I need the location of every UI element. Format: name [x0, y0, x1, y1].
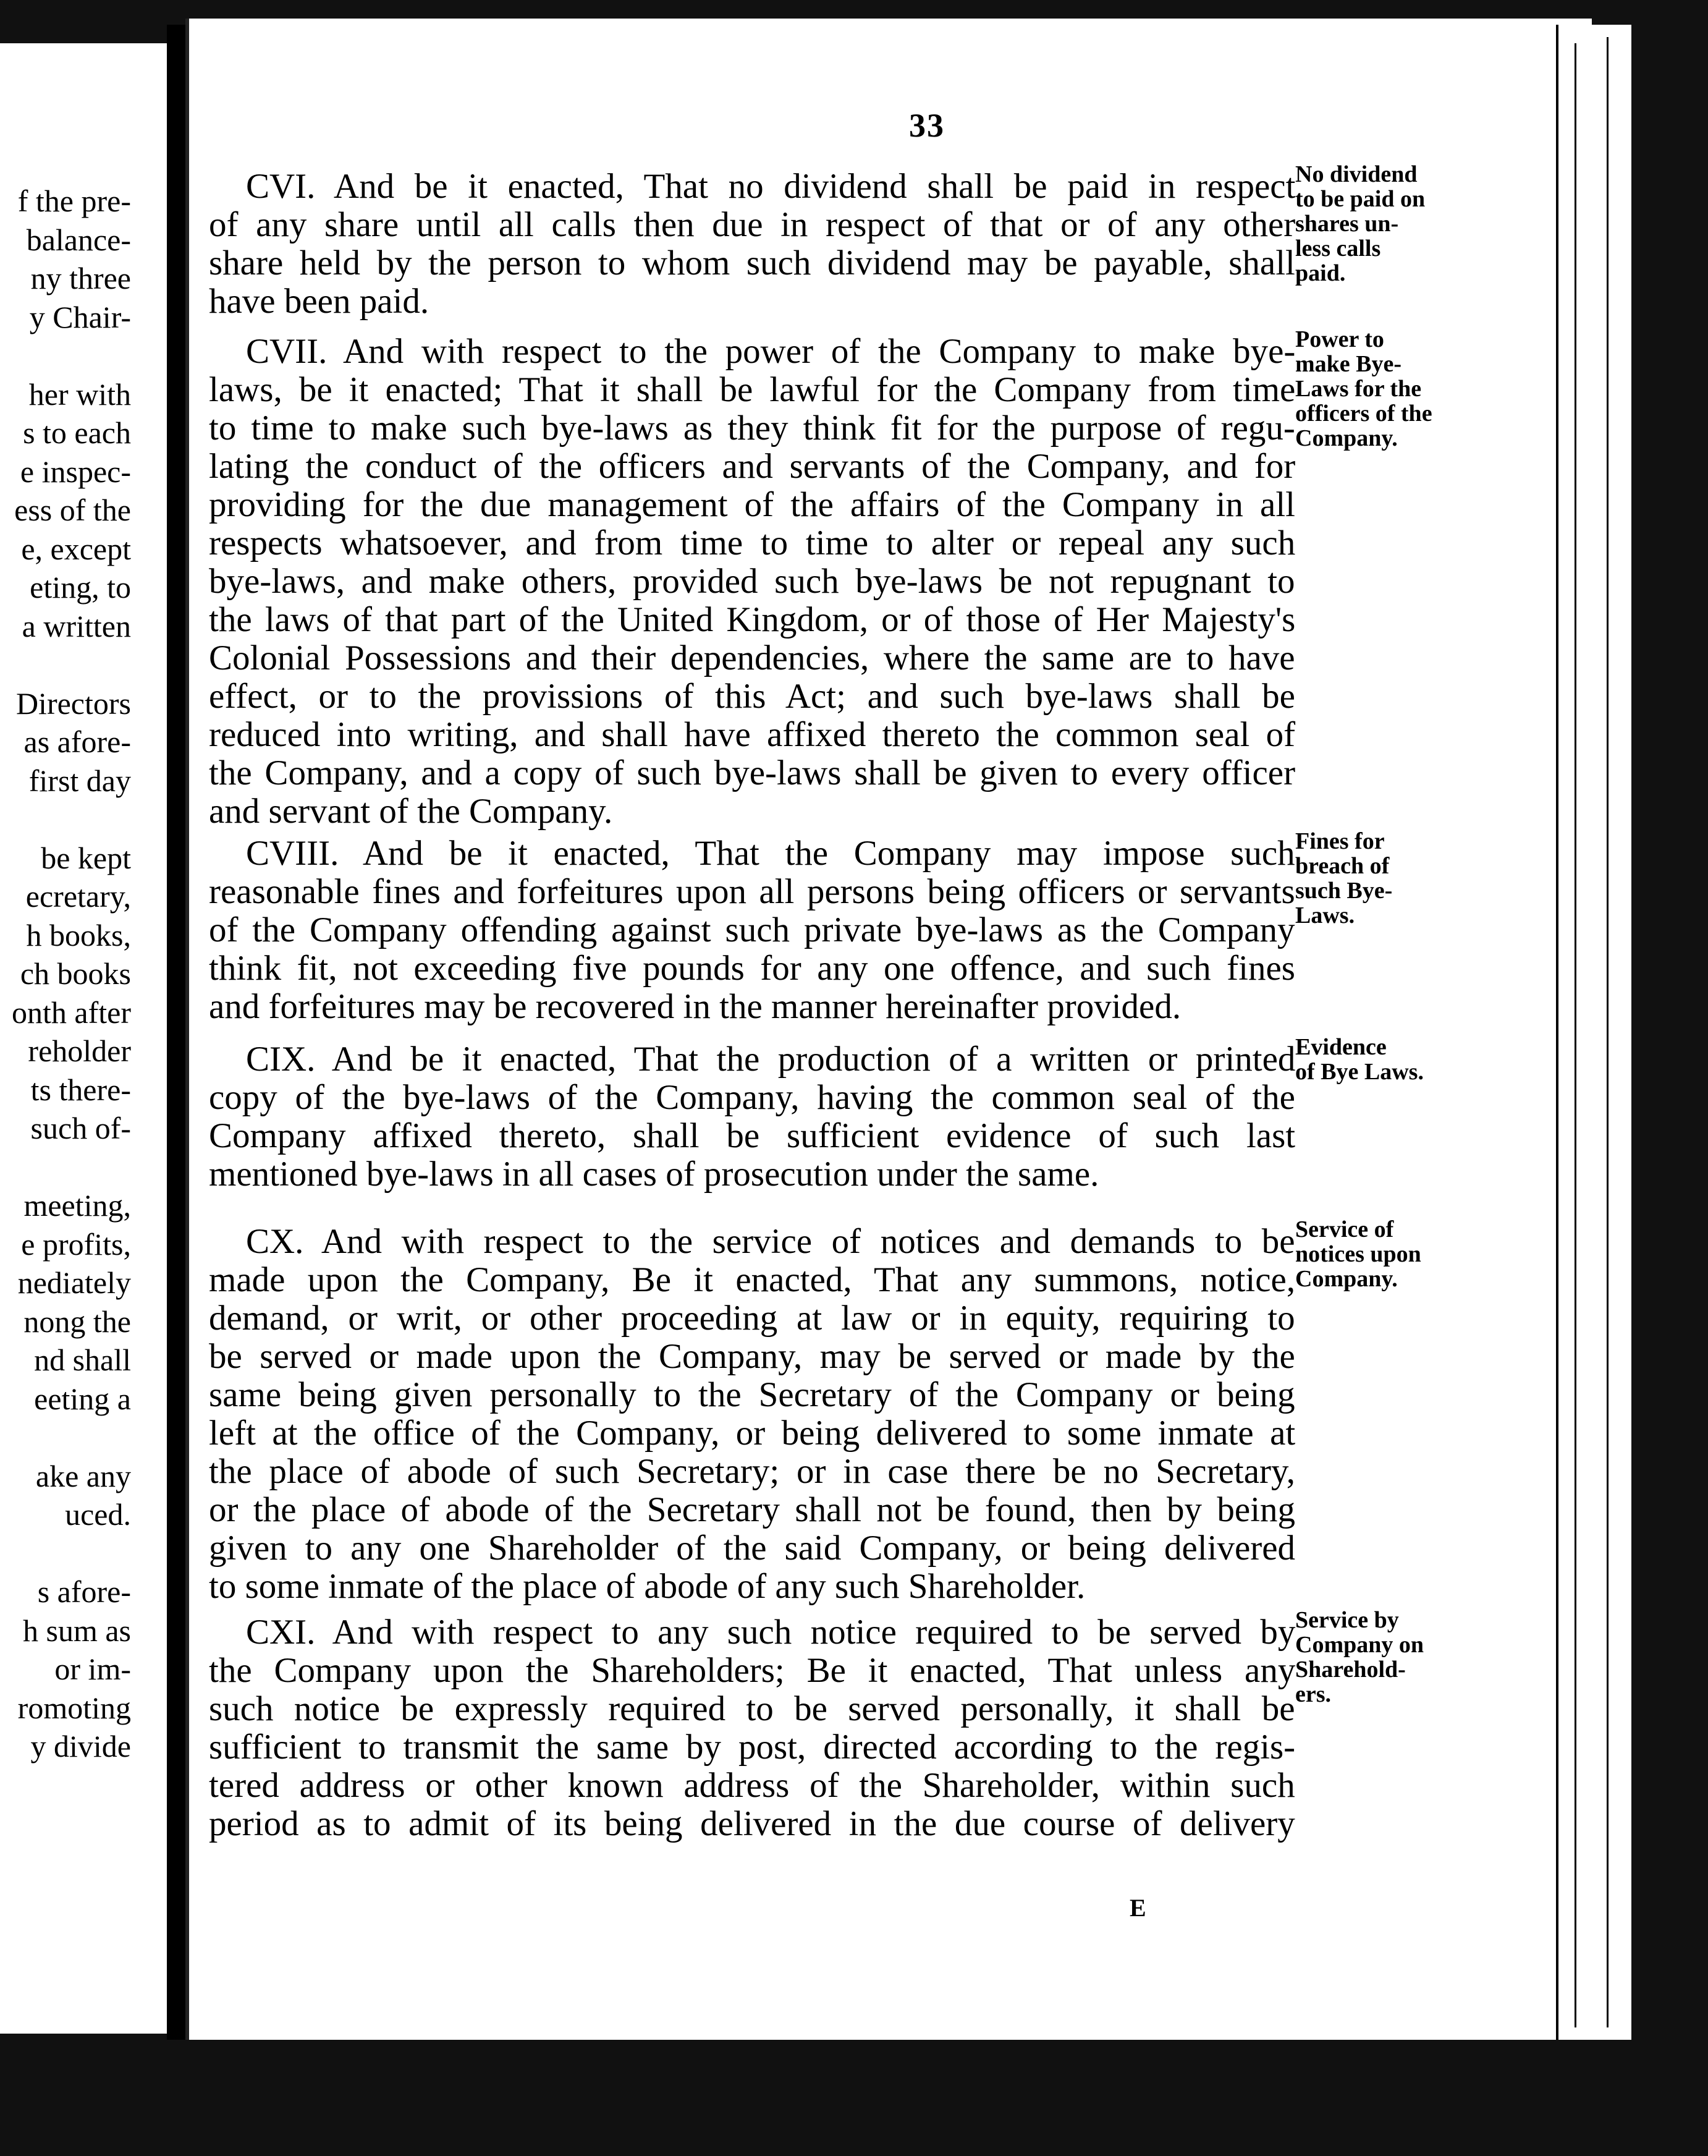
margin-note-line: shares un-: [1295, 211, 1399, 237]
margin-note-line: officers of the: [1295, 401, 1432, 427]
left-page-text-line: e, except: [21, 531, 131, 566]
margin-note-line: notices upon: [1295, 1241, 1421, 1267]
body-text-line: respects whatsoever, and from time to time to alter or repeal any such: [209, 524, 1296, 562]
left-page-text-line: ny three: [30, 261, 131, 295]
left-page-text-line: as afore-: [23, 724, 131, 759]
body-text-line: providing for the due management of the affairs of the Company in all: [209, 485, 1295, 524]
body-text-line: and forfeitures may be recovered in the manner hereinafter provided.: [209, 987, 1182, 1026]
left-page-text-line: ess of the: [14, 493, 131, 527]
margin-note-line: ers.: [1295, 1681, 1332, 1707]
body-text-line: laws, be it enacted; That it shall be lawful for the Company from time: [209, 370, 1296, 409]
left-page-text-line: meeting,: [23, 1188, 131, 1223]
left-page-text-line: s to each: [23, 415, 131, 450]
left-page-text-line: ecretary,: [25, 879, 131, 914]
left-page-text-line: Directors: [15, 685, 131, 721]
left-page-text-line: s afore-: [37, 1574, 131, 1609]
body-text-line: be served or made upon the Company, may be served or made by the: [209, 1337, 1295, 1376]
left-page-text-line: e profits,: [21, 1226, 131, 1262]
left-page-text-line: ake any: [35, 1458, 131, 1493]
signature-mark: E: [1130, 1894, 1146, 1922]
margin-note-line: Service by: [1295, 1607, 1399, 1633]
left-page-text-line: such of-: [30, 1111, 131, 1145]
body-text-line: to time to make such bye-laws as they think fit for the purpose of regu-: [209, 409, 1295, 448]
margin-note-line: Laws for the: [1295, 376, 1422, 402]
body-text-line: effect, or to the provissions of this Act; and such bye-laws shall be: [209, 677, 1295, 716]
body-text-line: of any share until all calls then due in respect of that or of any other: [209, 205, 1296, 244]
margin-note-line: paid.: [1295, 260, 1346, 286]
left-page-text-line: nediately: [17, 1265, 131, 1300]
right-page: [185, 19, 1592, 2040]
body-text-line: demand, or writ, or other proceeding at law or in equity, requiring to: [209, 1299, 1295, 1338]
body-text-line: copy of the bye-laws of the Company, having the common seal of the: [209, 1078, 1295, 1117]
left-page-text-line: romoting: [17, 1690, 131, 1725]
body-text-line: reduced into writing, and shall have affixed thereto the common seal of: [209, 715, 1296, 754]
body-text-line: CVIII. And be it enacted, That the Company may impose such: [246, 834, 1295, 873]
margin-note-line: make Bye-: [1295, 351, 1402, 377]
body-text-line: CVI. And be it enacted, That no dividend shall be paid in respect: [246, 167, 1296, 206]
body-text-line: left at the office of the Company, or being delivered to some inmate at: [209, 1414, 1296, 1453]
body-text-line: the place of abode of such Secretary; or in case there be no Secretary,: [209, 1452, 1296, 1491]
body-text-line: given to any one Shareholder of the said Company, or being delivered: [209, 1529, 1296, 1568]
left-page-text-line: f the pre-: [17, 184, 131, 218]
body-text-line: of the Company offending against such private bye-laws as the Company: [209, 910, 1295, 949]
margin-note-line: Fines for: [1295, 828, 1385, 854]
body-text-line: such notice be expressly required to be served personally, it shall be: [209, 1689, 1295, 1728]
left-page-text-line: a written: [22, 608, 131, 643]
margin-note-line: Company on: [1295, 1632, 1424, 1658]
left-page-text-line: e inspec-: [20, 454, 131, 489]
page-number: 33: [909, 107, 945, 144]
margin-note-line: Company.: [1295, 425, 1398, 451]
body-text-line: mentioned bye-laws in all cases of prosecution under the same.: [209, 1155, 1099, 1194]
margin-note-line: Evidence: [1295, 1034, 1387, 1060]
left-page-text-line: nd shall: [34, 1343, 131, 1377]
body-text-line: share held by the person to whom such dividend may be payable, shall: [209, 244, 1295, 282]
left-page-text-line: reholder: [28, 1033, 131, 1068]
body-text-line: bye-laws, and make others, provided such bye-laws be not repugnant to: [209, 562, 1295, 601]
left-page-text-line: be kept: [41, 840, 131, 875]
left-page-text-line: eeting a: [34, 1381, 131, 1416]
left-page-text-line: y Chair-: [29, 299, 131, 334]
left-page-text-line: eting, to: [30, 570, 131, 605]
body-text-line: the Company, and a copy of such bye-laws shall be given to every officer: [209, 753, 1296, 792]
left-page-fragment: [0, 43, 167, 2034]
body-text-line: Company affixed thereto, shall be sufficient evidence of such last: [209, 1116, 1296, 1155]
left-page-text-line: h sum as: [23, 1613, 131, 1648]
body-text-line: same being given personally to the Secretary of the Company or being: [209, 1375, 1295, 1414]
margin-note-line: Company.: [1295, 1266, 1398, 1292]
body-text-line: CIX. And be it enacted, That the production of a written or printed: [246, 1040, 1296, 1079]
body-text-line: CVII. And with respect to the power of the Company to make bye-: [246, 332, 1296, 371]
margin-note-line: breach of: [1295, 853, 1390, 879]
margin-note-line: Power to: [1295, 326, 1384, 352]
margin-note-line: Service of: [1295, 1216, 1394, 1242]
body-text-line: made upon the Company, Be it enacted, That any summons, notice,: [209, 1260, 1296, 1299]
margin-note-line: to be paid on: [1295, 186, 1426, 212]
left-page-text-line: first day: [28, 763, 131, 798]
left-page-text-line: nong the: [23, 1304, 131, 1339]
left-page-text-line: or im-: [54, 1652, 131, 1686]
left-page-text-line: h books,: [26, 917, 131, 953]
body-text-line: and servant of the Company.: [209, 792, 613, 831]
margin-note-line: Laws.: [1295, 902, 1355, 928]
body-text-line: tered address or other known address of the Shareholder, within such: [209, 1766, 1295, 1805]
page-edge-stack: [1545, 25, 1631, 2040]
margin-note-line: Sharehold-: [1295, 1657, 1406, 1683]
body-text-line: sufficient to transmit the same by post, directed according to the regis-: [209, 1728, 1296, 1767]
body-text-line: or the place of abode of the Secretary shall not be found, then by being: [209, 1490, 1296, 1529]
margin-note-line: of Bye Laws.: [1295, 1059, 1424, 1085]
body-text-line: reasonable fines and forfeitures upon all persons being officers or servants: [209, 872, 1295, 911]
body-text-line: to some inmate of the place of abode of any such Shareholder.: [209, 1567, 1086, 1606]
body-text-line: have been paid.: [209, 282, 429, 321]
body-text-line: the Company upon the Shareholders; Be it enacted, That unless any: [209, 1651, 1296, 1690]
margin-note-line: No dividend: [1295, 161, 1418, 187]
body-text-line: lating the conduct of the officers and servants of the Company, and for: [209, 447, 1296, 486]
body-text-line: the laws of that part of the United Kingdom, or of those of Her Majesty's: [209, 600, 1296, 639]
margin-note-line: such Bye-: [1295, 878, 1393, 904]
body-text-line: Colonial Possessions and their dependencies, where the same are to have: [209, 639, 1295, 677]
body-text-line: CXI. And with respect to any such notice required to be served by: [246, 1613, 1296, 1652]
body-text-line: think fit, not exceeding five pounds for any one offence, and such fines: [209, 949, 1295, 988]
left-page-text-line: onth after: [12, 995, 131, 1030]
left-page-text-line: balance-: [26, 222, 131, 257]
left-page-text-line: ts there-: [30, 1072, 131, 1107]
left-page-text-line: y divide: [30, 1729, 131, 1763]
left-page-text-line: uced.: [65, 1497, 131, 1532]
body-text-line: CX. And with respect to the service of notices and demands to be: [246, 1222, 1295, 1261]
margin-note-line: less calls: [1295, 236, 1381, 261]
body-text-line: period as to admit of its being delivered in the due course of delivery: [209, 1804, 1295, 1843]
left-page-text-line: her with: [28, 376, 131, 412]
left-page-text-line: ch books: [20, 956, 131, 991]
